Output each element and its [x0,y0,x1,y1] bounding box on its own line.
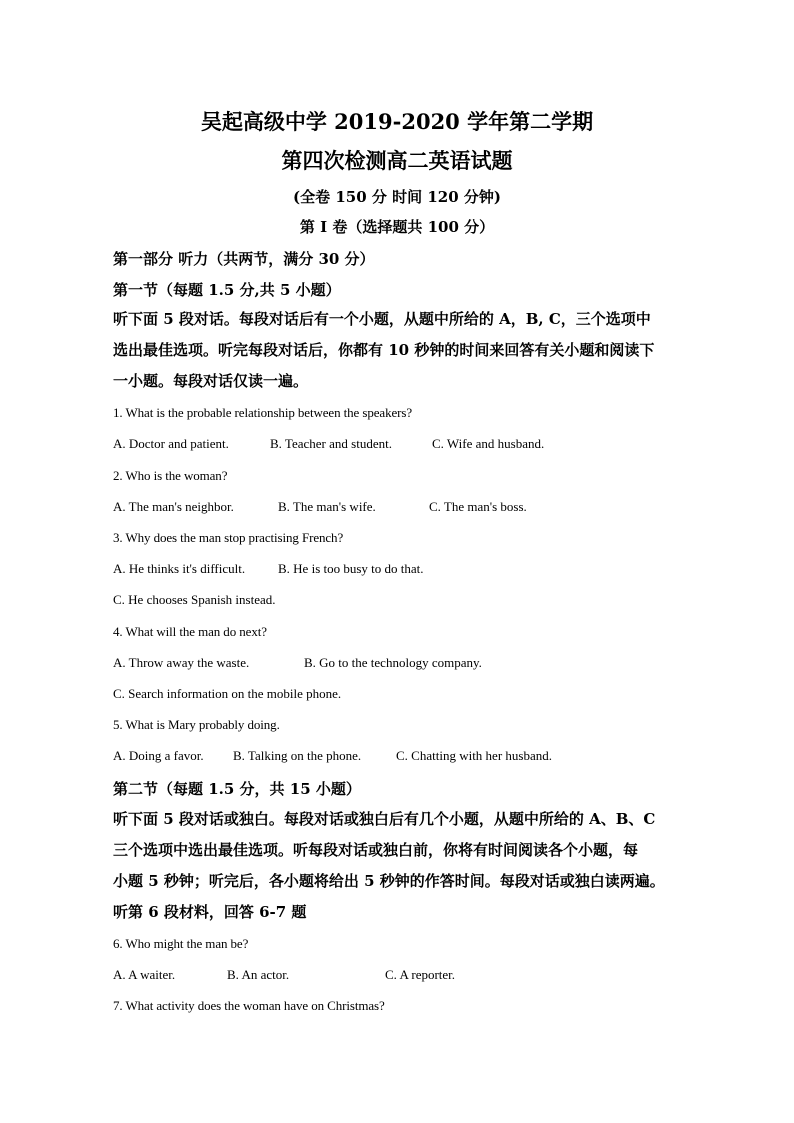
question-4: 4. What will the man do next? [113,624,267,639]
option-2c: C. The man's boss. [429,499,527,514]
option-4b: B. Go to the technology company. [304,655,482,670]
volume-heading: 第 I 卷（选择题共 100 分） [299,218,495,236]
question-6: 6. Who might the man be? [113,936,249,951]
instruction-line: 选出最佳选项。听完每段对话后，你都有 10 秒钟的时间来回答有关小题和阅读下 [113,341,655,359]
section1-instructions [113,304,685,397]
exam-title: 吴起高级中学 2019-2020 学年第二学期 [200,109,594,134]
option-2b: B. The man's wife. [278,499,376,514]
option-2a: A. The man's neighbor. [113,499,234,514]
instruction-line: 听下面 5 段对话。每段对话后有一个小题，从题中所给的 A，B, C，三个选项中 [113,310,651,328]
option-3b: B. He is too busy to do that. [278,561,424,576]
option-1a: A. Doctor and patient. [113,436,229,451]
option-3a: A. He thinks it's difficult. [113,561,246,576]
option-4c: C. Search information on the mobile phone. [113,686,342,701]
exam-time-note: (全卷 150 分 时间 120 分钟) [293,188,501,206]
option-5a: A. Doing a favor. [113,748,204,763]
instruction-line: 一小题。每段对话仅读一遍。 [113,372,309,390]
section2-heading: 第二节（每题 1.5 分，共 15 小题） [113,780,361,798]
group-heading: 听第 6 段材料，回答 6-7 题 [113,903,307,921]
question-1: 1. What is the probable relationship between the speakers? [113,405,412,420]
question-3: 3. Why does the man stop practising French? [113,530,344,545]
option-1b: B. Teacher and student. [270,436,392,451]
option-5b: B. Talking on the phone. [233,748,362,763]
instruction-line: 小题 5 秒钟；听完后，各小题将给出 5 秒钟的作答时间。每段对话或独白读两遍。 [113,872,665,890]
question-2: 2. Who is the woman? [113,468,228,483]
instruction-line: 三个选项中选出最佳选项。听每段对话或独白前，你将有时间阅读各个小题，每 [113,841,639,859]
section1-heading: 第一节（每题 1.5 分,共 5 小题） [113,281,341,299]
question-5: 5. What is Mary probably doing. [113,717,280,732]
section2-instructions [113,804,685,928]
option-6b: B. An actor. [227,967,290,982]
option-4a: A. Throw away the waste. [113,655,250,670]
exam-subject-title: 第四次检测高二英语试题 [281,148,513,173]
option-6a: A. A waiter. [113,967,176,982]
option-5c: C. Chatting with her husband. [396,748,552,763]
option-6c: C. A reporter. [385,967,456,982]
question-7: 7. What activity does the woman have on Christmas? [113,998,385,1013]
instruction-line: 听下面 5 段对话或独白。每段对话或独白后有几个小题，从题中所给的 A、B、C [113,810,656,828]
part1-heading: 第一部分 听力（共两节，满分 30 分） [113,250,375,268]
option-3c: C. He chooses Spanish instead. [113,592,276,607]
option-1c: C. Wife and husband. [432,436,545,451]
